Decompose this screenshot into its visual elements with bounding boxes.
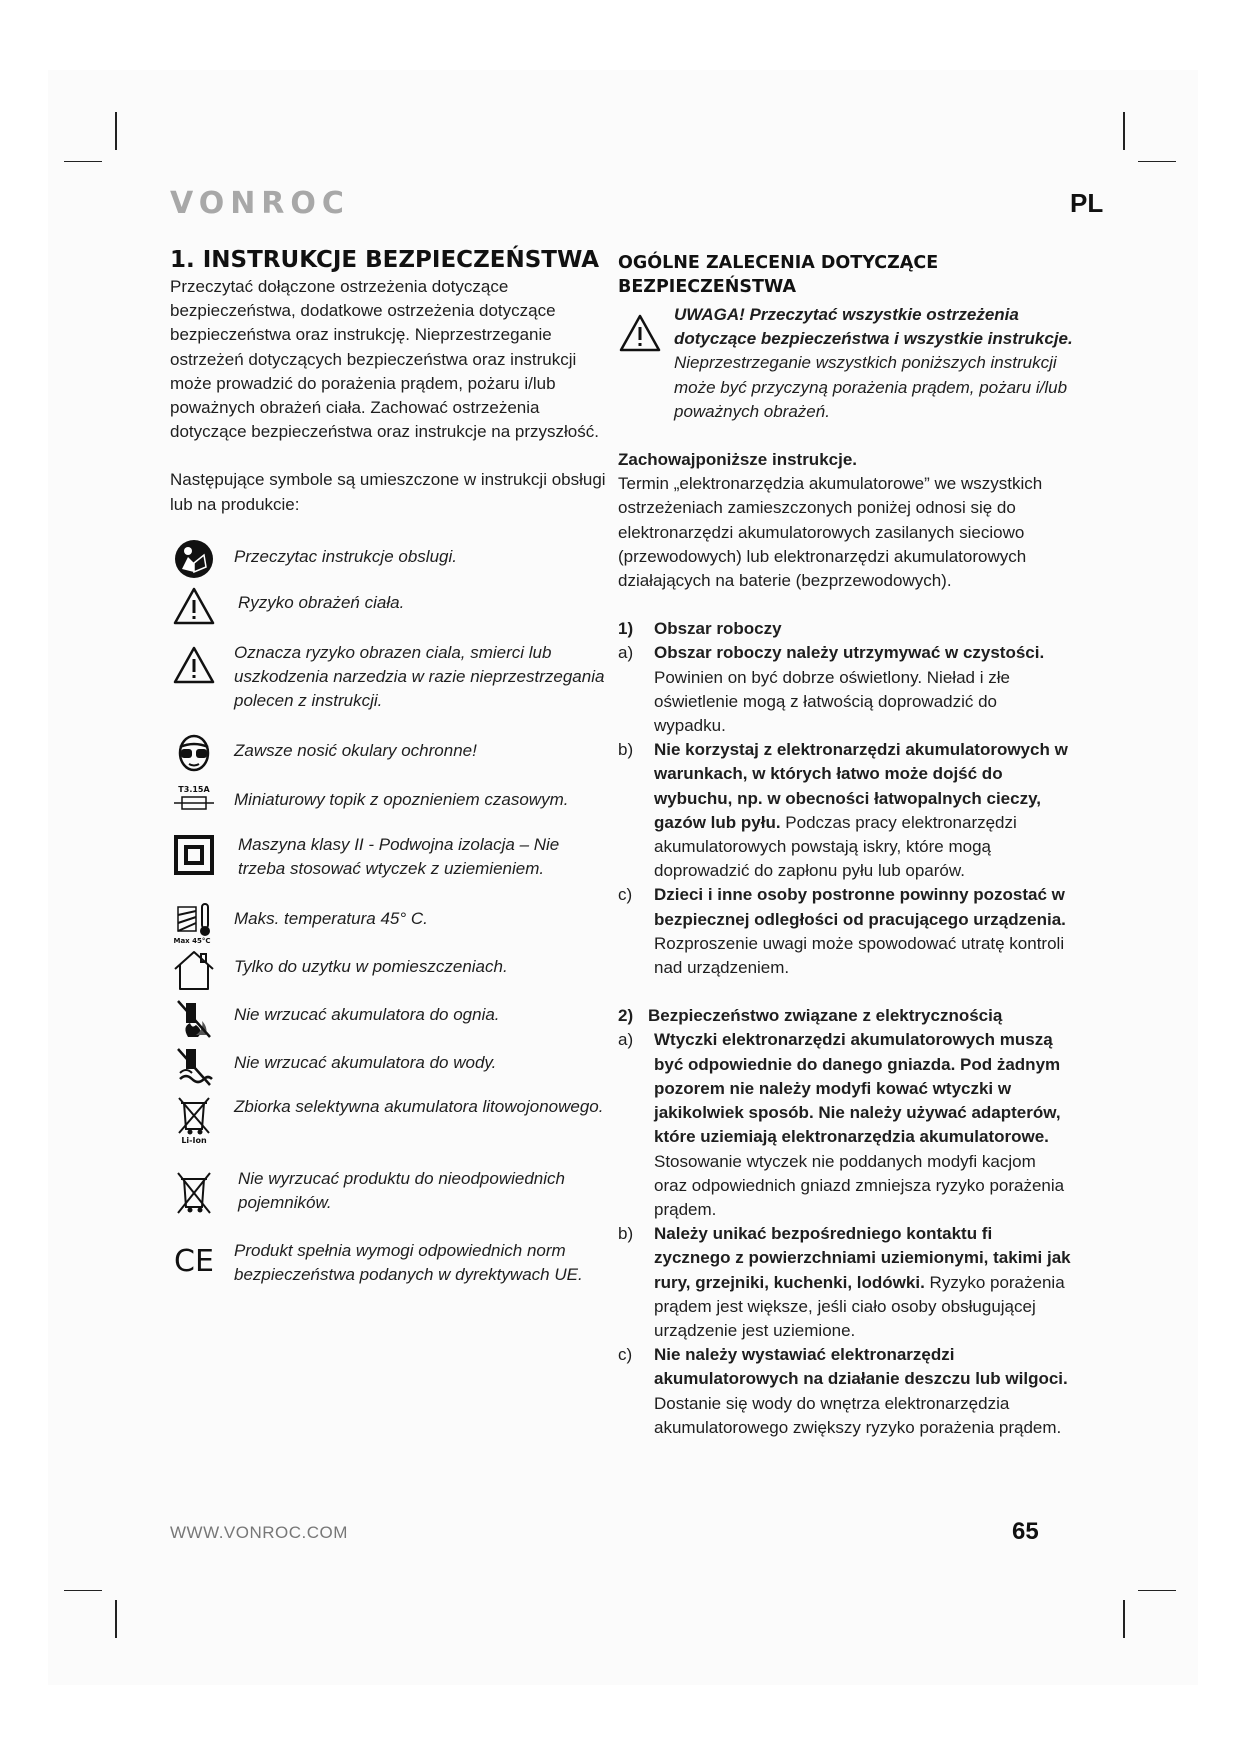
symbol-row — [170, 1045, 610, 1095]
item-mark: a) — [618, 1030, 634, 1050]
item-mark: c) — [618, 1345, 633, 1365]
crop-mark — [1123, 1600, 1125, 1638]
item-text: Powinien on być dobrze oświetlony. Nieład i złe oświetlenie mogą z łatwością doprowadzić do wypadku. — [654, 667, 1010, 736]
item-mark: c) — [618, 885, 633, 905]
list-item — [618, 738, 1073, 883]
list-item — [618, 641, 1073, 738]
li-ion-label: Li-Ion — [181, 1135, 207, 1145]
item-body — [654, 883, 1073, 980]
symbol-text: Nie wyrzucać produktu do nieodpowiednich pojemników. — [238, 1168, 565, 1213]
warning-block — [618, 303, 1073, 424]
item-body — [654, 738, 1073, 883]
item-body — [654, 1028, 1073, 1222]
fuse-label: T3.15A — [178, 784, 210, 794]
left-column — [170, 245, 610, 1319]
item-text: Dostanie się wody do wnętrza elektronarzędzia akumulatorowego zwiększy ryzyko porażenia prądem. — [654, 1393, 1062, 1437]
no-fire-icon — [170, 997, 218, 1039]
item-mark: a) — [618, 643, 634, 663]
section-heading — [618, 1004, 1073, 1028]
crop-mark — [115, 1600, 117, 1638]
ce-label: CE — [174, 1244, 214, 1275]
warning-triangle-icon — [618, 303, 674, 424]
symbol-row — [170, 1095, 610, 1167]
section-title: Obszar roboczy — [654, 619, 782, 639]
list-item — [618, 1343, 1073, 1440]
symbol-text: Tylko do uzytku w pomieszczeniach. — [234, 956, 508, 976]
page-number: 65 — [1012, 1518, 1039, 1545]
item-text: Rozproszenie uwagi może spowodować utratę kontroli nad urządzeniem. — [654, 933, 1065, 978]
item-body — [654, 1222, 1073, 1343]
symbol-text: Zbiorka selektywna akumulatora litowojonowego. — [234, 1096, 604, 1116]
item-mark: b) — [618, 740, 634, 760]
crop-mark — [115, 112, 117, 150]
warning-triangle-icon — [170, 586, 218, 626]
symbol-text: Przeczytac instrukcje obslugi. — [234, 546, 457, 566]
item-body — [654, 641, 1073, 738]
symbol-row — [170, 1167, 610, 1239]
ce-mark-icon — [170, 1239, 218, 1275]
symbol-row — [170, 831, 610, 901]
section-number: 2) — [618, 1006, 634, 1026]
intro-paragraph: Przeczytać dołączone ostrzeżenia dotyczące bezpieczeństwa, dodatkowe ostrzeżenia dotyczące bezpieczeństwa oraz instrukcję. Nieprzestrzeganie ostrzeżeń dotyczących bezpieczeństwa oraz instrukcji może prowadzić do porażenia prądem, pożaru i/lub poważnych obrażeń ciała. Zachować ostrzeżenia dotyczące bezpieczeństwa oraz instrukcje na przyszłość. — [170, 277, 599, 442]
li-ion-recycle-icon — [170, 1095, 218, 1145]
symbols-intro: Następujące symbole są umieszczone w instrukcji obsługi lub na produkcie: — [170, 470, 606, 514]
temperature-label: Max 45°C — [173, 936, 211, 945]
section-heading — [618, 617, 1073, 641]
symbol-row — [170, 949, 610, 997]
indoor-use-icon — [170, 949, 218, 991]
crop-mark — [1138, 1590, 1176, 1591]
symbol-row — [170, 586, 610, 639]
crop-mark — [1138, 161, 1176, 162]
footer-url: WWW.VONROC.COM — [170, 1523, 348, 1542]
item-bold: Dzieci i inne osoby postronne powinny pozostać w bezpiecznej odległości od pracującego urządzenia. — [654, 885, 1066, 929]
section-number: 1) — [618, 619, 634, 639]
item-bold: Należy unikać bezpośredniego kontaktu fi zycznego z powierzchniami uziemionymi, takimi jak rury, grzejniki, kuchenki, lodówki. — [654, 1224, 1071, 1292]
section-electrical-safety — [618, 1004, 1073, 1440]
class-ii-icon — [170, 831, 218, 875]
symbol-row — [170, 901, 610, 949]
brand-logo: VONROC — [170, 186, 350, 221]
section-work-area — [618, 617, 1073, 980]
crop-mark — [1123, 112, 1125, 150]
list-item — [618, 1222, 1073, 1343]
list-item — [618, 883, 1073, 980]
symbol-row — [170, 733, 610, 783]
symbol-text: Miniaturowy topik z opoznieniem czasowym. — [234, 789, 569, 809]
fuse-icon — [170, 783, 218, 813]
item-bold: Nie korzystaj z elektronarzędzi akumulatorowych w warunkach, w których łatwo może dojść do wybuchu, np. w obecności łatwopalnych cieczy, gazów lub pyłu. — [654, 740, 1068, 832]
symbol-row — [170, 639, 610, 733]
list-item — [618, 1028, 1073, 1222]
warning-triangle-icon — [170, 639, 218, 685]
symbol-text: Nie wrzucać akumulatora do wody. — [234, 1052, 497, 1072]
warning-text — [674, 303, 1073, 424]
symbol-text: Nie wrzucać akumulatora do ognia. — [234, 1004, 500, 1024]
symbol-text: Produkt spełnia wymogi odpowiednich norm bezpieczeństwa podanych w dyrektywach UE. — [234, 1240, 583, 1285]
symbol-text: Ryzyko obrażeń ciała. — [238, 592, 405, 612]
item-text: Stosowanie wtyczek nie poddanych modyfi kacjom oraz odpowiednich gniazd zmniejsza ryzyko porażenia prądem. — [654, 1151, 1065, 1219]
term-paragraph: Termin „elektronarzędzia akumulatorowe” we wszystkich ostrzeżeniach zamieszczonych poniżej odnosi się do elektronarzędzi akumulatorowych zasilanych sieciowo (przewodowych) lub elektronarzędzi akumulatorowych działających na baterie (bezprzewodowych). — [618, 474, 1043, 591]
general-safety-title: OGÓLNE ZALECENIA DOTYCZĄCE BEZPIECZEŃSTWA — [618, 253, 939, 297]
safety-glasses-icon — [170, 733, 218, 773]
symbol-row — [170, 539, 610, 586]
item-bold: Obszar roboczy należy utrzymywać w czystości. — [654, 643, 1045, 663]
symbol-text: Oznacza ryzyko obrazen ciala, smierci lub uszkodzenia narzedzia w razie nieprzestrzegania polecen z instrukcji. — [234, 642, 605, 711]
symbol-row — [170, 997, 610, 1045]
crop-mark — [64, 1590, 102, 1591]
keep-instructions-heading: Zachowajponiższe instrukcje. — [618, 450, 858, 470]
symbol-text: Maks. temperatura 45° C. — [234, 908, 428, 928]
right-column — [618, 245, 1073, 1440]
symbol-list — [170, 539, 610, 1319]
no-water-icon — [170, 1045, 218, 1087]
item-body — [654, 1343, 1073, 1440]
section-title: 1. INSTRUKCJE BEZPIECZEŃSTWA — [170, 247, 600, 273]
warning-rest: Nieprzestrzeganie wszystkich poniższych instrukcji może być przyczyną porażenia prądem, pożaru i/lub poważnych obrażeń. — [674, 353, 1068, 421]
item-text: Podczas pracy elektronarzędzi akumulatorowych powstają iskry, które mogą doprowadzić do zapłonu pyłu lub oparów. — [654, 812, 1017, 881]
language-code: PL — [1070, 188, 1104, 218]
max-temperature-icon — [170, 901, 218, 945]
crossed-bin-icon — [170, 1167, 218, 1215]
warning-bold: UWAGA! Przeczytać wszystkie ostrzeżenia dotyczące bezpieczeństwa i wszystkie instrukcje. — [674, 305, 1073, 349]
symbol-text: Maszyna klasy II - Podwojna izolacja – Nie trzeba stosować wtyczek z uziemieniem. — [238, 834, 560, 879]
symbol-row — [170, 783, 610, 831]
symbol-row — [170, 1239, 610, 1319]
item-bold: Wtyczki elektronarzędzi akumulatorowych muszą być odpowiednie do danego gniazda. Pod żadnym pozorem nie należy modyfi kować wtyczki w jakikolwiek sposób. Nie należy używać adapterów, które uziemiają elektronarzędzia akumulatorowe. — [654, 1030, 1061, 1147]
symbol-text: Zawsze nosić okulary ochronne! — [234, 740, 477, 760]
read-manual-icon — [170, 539, 218, 579]
item-text: Ryzyko porażenia prądem jest większe, jeśli ciało osoby obsługującej urządzenie jest uziemione. — [654, 1272, 1065, 1340]
section-title: Bezpieczeństwo związane z elektrycznością — [648, 1006, 1003, 1026]
item-mark: b) — [618, 1224, 634, 1244]
item-bold: Nie należy wystawiać elektronarzędzi akumulatorowych na działanie deszczu lub wilgoci. — [654, 1345, 1068, 1389]
crop-mark — [64, 161, 102, 162]
